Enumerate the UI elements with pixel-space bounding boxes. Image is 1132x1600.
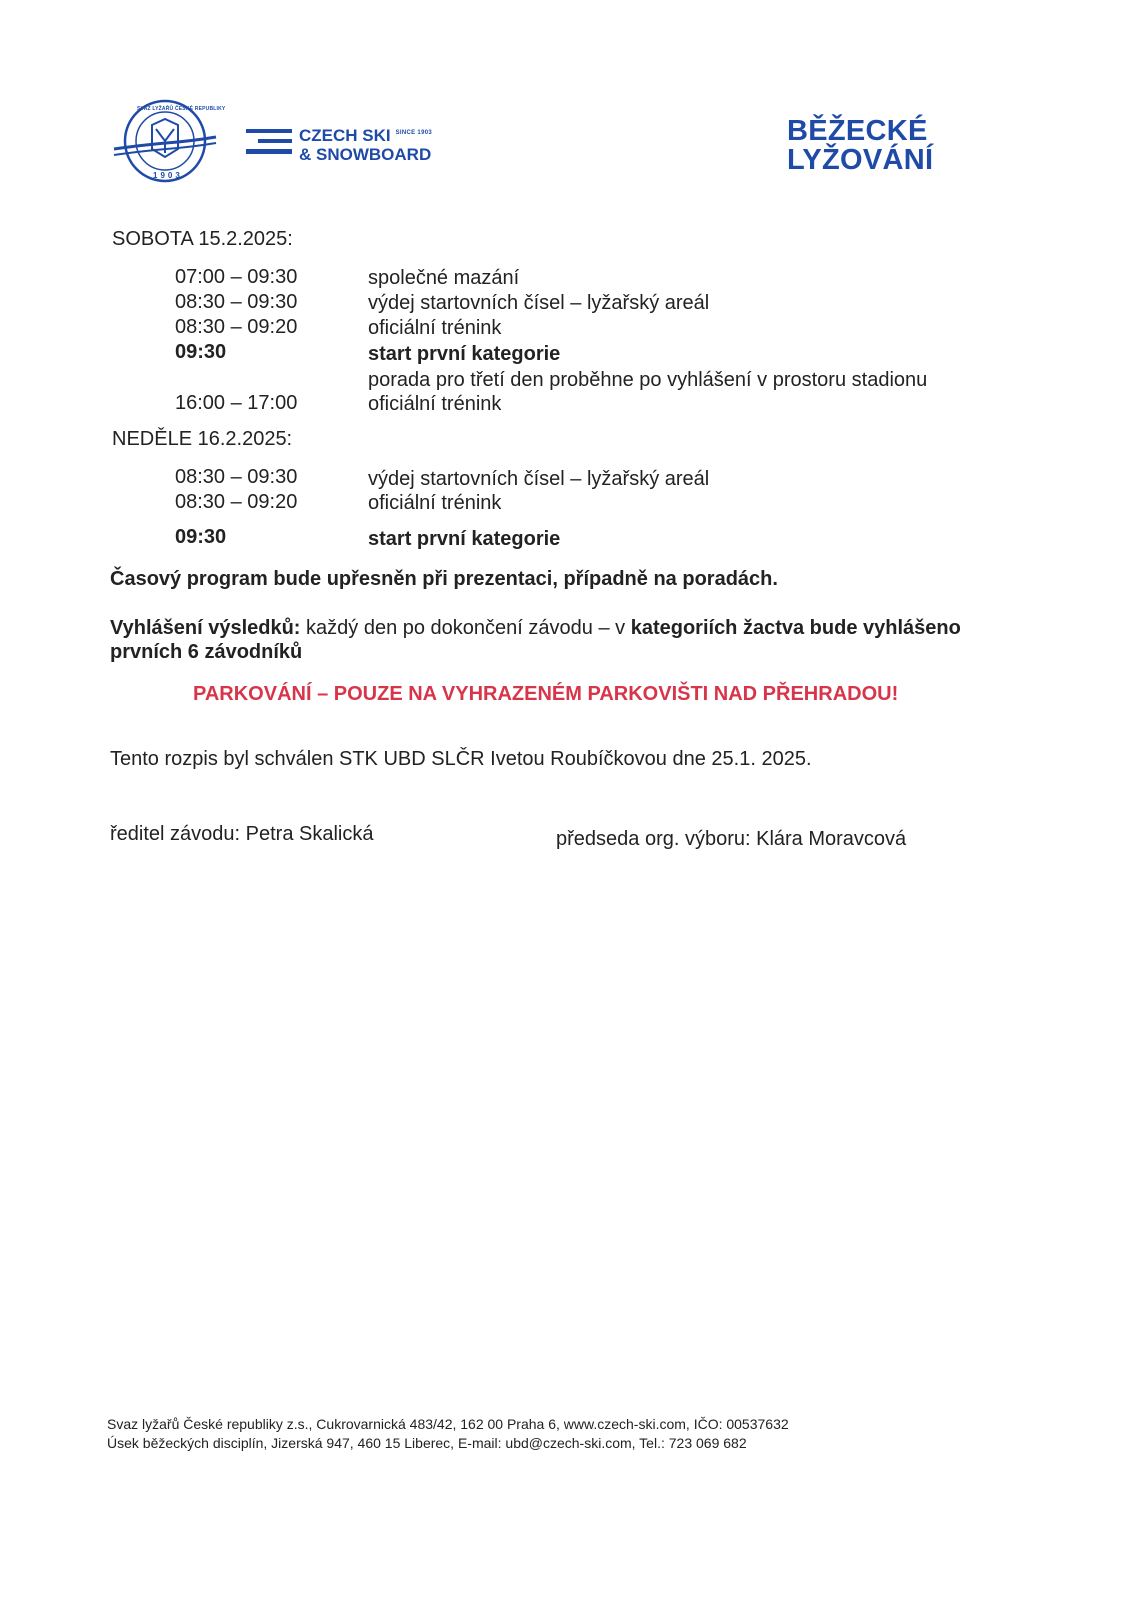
results-label: Vyhlášení výsledků: xyxy=(110,617,301,639)
schedule-time: 09:30 xyxy=(175,341,227,363)
seal-text-top: SVAZ LYŽAŘŮ ČESKÉ REPUBLIKY xyxy=(137,106,226,112)
schedule-activity: oficiální trénink xyxy=(368,317,502,339)
brand-line1: CZECH SKI xyxy=(299,126,391,145)
schedule-activity: oficiální trénink xyxy=(368,393,502,415)
schedule-note: porada pro třetí den proběhne po vyhlášení v prostoru stadionu xyxy=(368,369,928,391)
schedule-time: 08:30 – 09:20 xyxy=(175,491,298,513)
schedule-time: 16:00 – 17:00 xyxy=(175,392,298,414)
day-heading-saturday: SOBOTA 15.2.2025: xyxy=(112,228,293,250)
discipline-line2: LYŽOVÁNÍ xyxy=(787,144,934,176)
race-director: ředitel závodu: Petra Skalická xyxy=(110,823,374,845)
seal-year: 1903 xyxy=(153,171,183,180)
results-bold: kategoriích žactva bude vyhlášeno xyxy=(630,617,961,639)
schedule-time: 08:30 – 09:20 xyxy=(175,316,298,338)
schedule-time: 09:30 xyxy=(175,526,227,548)
schedule-time: 07:00 – 09:30 xyxy=(175,266,298,288)
schedule-time: 08:30 – 09:30 xyxy=(175,466,298,488)
footer-contact: Úsek běžeckých disciplín, Jizerská 947, 460 15 Liberec, E-mail: ubd@czech-ski.com, Tel.: 723 069 682 xyxy=(107,1435,747,1451)
discipline-title xyxy=(787,117,933,175)
program-note: Časový program bude upřesněn při prezentaci, případně na poradách. xyxy=(110,568,778,590)
approval-note: Tento rozpis byl schválen STK UBD SLČR Ivetou Roubíčkovou dne 25.1. 2025. xyxy=(110,748,812,770)
schedule-activity: společné mazání xyxy=(368,267,520,289)
schedule-activity: výdej startovních čísel – lyžařský areál xyxy=(368,468,710,490)
committee-chair: předseda org. výboru: Klára Moravcová xyxy=(556,828,907,850)
svaz-lyzaru-seal-logo xyxy=(112,97,226,189)
brand-line2: & SNOWBOARD xyxy=(299,145,432,164)
brand-stripes-icon xyxy=(246,127,292,157)
brand-since: SINCE 1903 xyxy=(395,130,432,136)
results-text: každý den po dokončení závodu – v xyxy=(300,617,631,639)
schedule-activity: výdej startovních čísel – lyžařský areál xyxy=(368,292,710,314)
results-line2: prvních 6 závodníků xyxy=(110,641,303,663)
day-heading-sunday: NEDĚLE 16.2.2025: xyxy=(112,428,293,450)
schedule-activity: oficiální trénink xyxy=(368,492,502,514)
schedule-time: 08:30 – 09:30 xyxy=(175,291,298,313)
parking-warning: PARKOVÁNÍ – POUZE NA VYHRAZENÉM PARKOVIŠTI NAD PŘEHRADOU! xyxy=(193,683,899,705)
discipline-line1: BĚŽECKÉ xyxy=(787,115,928,147)
schedule-activity: start první kategorie xyxy=(368,343,561,365)
schedule-activity: start první kategorie xyxy=(368,528,561,550)
results-announcement xyxy=(110,616,961,640)
footer-address: Svaz lyžařů České republiky z.s., Cukrovarnická 483/42, 162 00 Praha 6, www.czech-ski.com, IČO: 00537632 xyxy=(107,1416,789,1432)
